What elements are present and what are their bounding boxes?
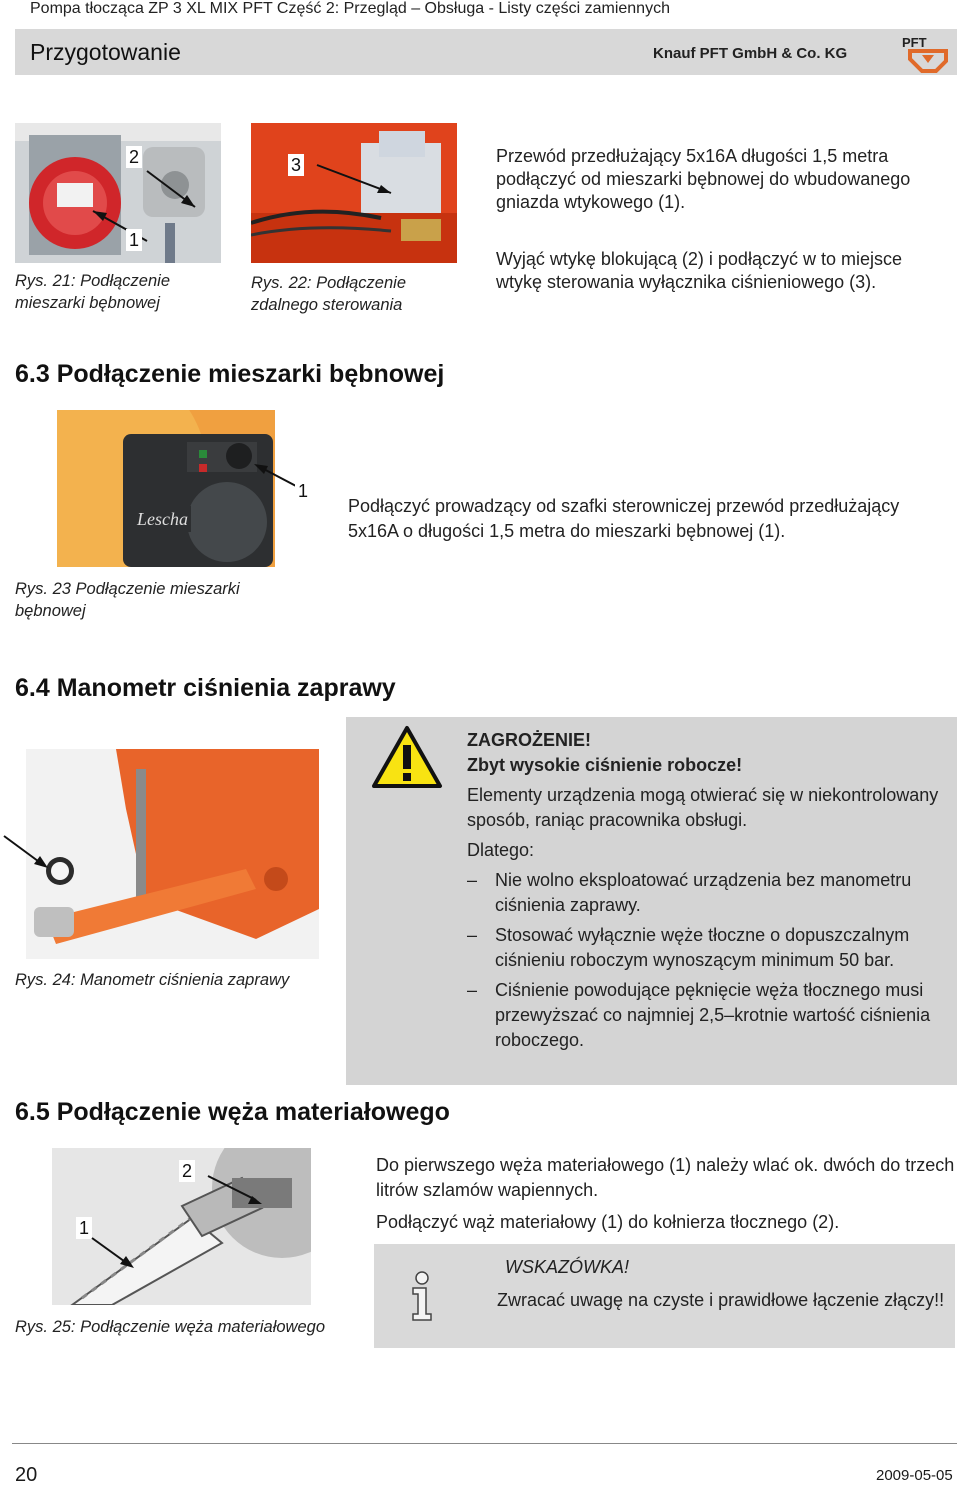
figure-23-arrow: [250, 460, 300, 490]
paragraph-blocking-plug: Wyjąć wtykę blokującą (2) i podłączyć w to miejsce wtykę sterowania wyłącznika ciśnieniowego (3).: [496, 249, 902, 292]
figure-23-photo: [57, 410, 275, 567]
figure-21-photo: [15, 123, 221, 263]
note-text: Zwracać uwagę na czyste i prawidłowe łączenie złączy!!: [497, 1290, 945, 1310]
svg-text:Lescha: Lescha: [137, 509, 188, 529]
figure-24-photo: [26, 749, 319, 959]
figure-23-caption: Rys. 23 Podłączenie mieszarki bębnowej: [15, 580, 240, 620]
figure-23-label-1: 1: [295, 480, 311, 502]
danger-therefore: Dlatego:: [467, 840, 535, 860]
heading-6-3: 6.3 Podłączenie mieszarki bębnowej: [15, 360, 445, 388]
danger-item: – Stosować wyłącznie węże tłoczne o dopuszczalnym ciśnieniu roboczym wynoszącym minimum 50 bar.: [467, 923, 942, 973]
page-number: 20: [15, 1464, 38, 1486]
danger-box: [346, 717, 957, 1085]
figure-25-label-2: 2: [179, 1160, 195, 1182]
figure-25-arrows: [88, 1170, 268, 1270]
danger-item: – Nie wolno eksploatować urządzenia bez manometru ciśnienia zaprawy.: [467, 868, 942, 918]
pft-logo: [900, 33, 950, 73]
paragraph-lime-slurry: Do pierwszego węża materiałowego (1) należy wlać ok. dwóch do trzech litrów szlamów wapiennych.: [376, 1155, 955, 1200]
pft-logo-text: PFT: [902, 35, 927, 50]
danger-paragraph: Elementy urządzenia mogą otwierać się w niekontrolowany sposób, raniąc pracownika obsługi.: [467, 785, 939, 830]
document-date: 2009-05-05: [876, 1467, 953, 1484]
footer-divider: [12, 1443, 957, 1444]
danger-subtitle: Zbyt wysokie ciśnienie robocze!: [467, 755, 743, 775]
figure-21-caption: Rys. 21: Podłączenie mieszarki bębnowej: [15, 272, 171, 312]
section-title: Przygotowanie: [30, 39, 181, 65]
figure-24-arrow: [2, 834, 50, 870]
heading-6-4: 6.4 Manometr ciśnienia zaprawy: [15, 674, 396, 702]
heading-6-5: 6.5 Podłączenie węża materiałowego: [15, 1098, 450, 1126]
figure-21-label-2: 2: [126, 146, 142, 168]
note-title: WSKAZÓWKA!: [505, 1257, 630, 1277]
danger-title: ZAGROŻENIE!: [467, 730, 591, 750]
figure-25-caption: Rys. 25: Podłączenie węża materiałowego: [15, 1318, 325, 1336]
company-name: Knauf PFT GmbH & Co. KG: [653, 45, 848, 62]
header-bar: [15, 29, 957, 75]
paragraph-extension-cable: Przewód przedłużający 5x16A długości 1,5 metra podłączyć od mieszarki bębnowej do wbudowanego gniazda wtykowego (1).: [496, 146, 911, 212]
note-box: [374, 1244, 955, 1348]
figure-22-label-3: 3: [288, 154, 304, 176]
warning-triangle-icon: [371, 725, 443, 789]
figure-22-caption: Rys. 22: Podłączenie zdalnego sterowania: [251, 274, 407, 314]
paragraph-connect-hose: Podłączyć wąż materiałowy (1) do kołnierza tłocznego (2).: [376, 1212, 840, 1232]
figure-25-label-1: 1: [76, 1217, 92, 1239]
figure-22-photo: [251, 123, 457, 263]
paragraph-drum-mixer: Podłączyć prowadzący od szafki sterowniczej przewód przedłużający 5x16A o długości 1,5 metra do mieszarki bębnowej (1).: [348, 496, 900, 541]
figure-24-caption: Rys. 24: Manometr ciśnienia zaprawy: [15, 971, 290, 989]
danger-content: [467, 728, 942, 1053]
danger-item: – Ciśnienie powodujące pęknięcie węża tłocznego musi przewyższać co najmniej 2,5–krotnie wartość ciśnienia roboczego.: [467, 978, 942, 1053]
document-title: Pompa tłocząca ZP 3 XL MIX PFT Część 2: Przegląd – Obsługa - Listy części zamiennych: [30, 0, 670, 17]
info-icon: [407, 1270, 437, 1322]
figure-21-label-1: 1: [126, 229, 142, 251]
